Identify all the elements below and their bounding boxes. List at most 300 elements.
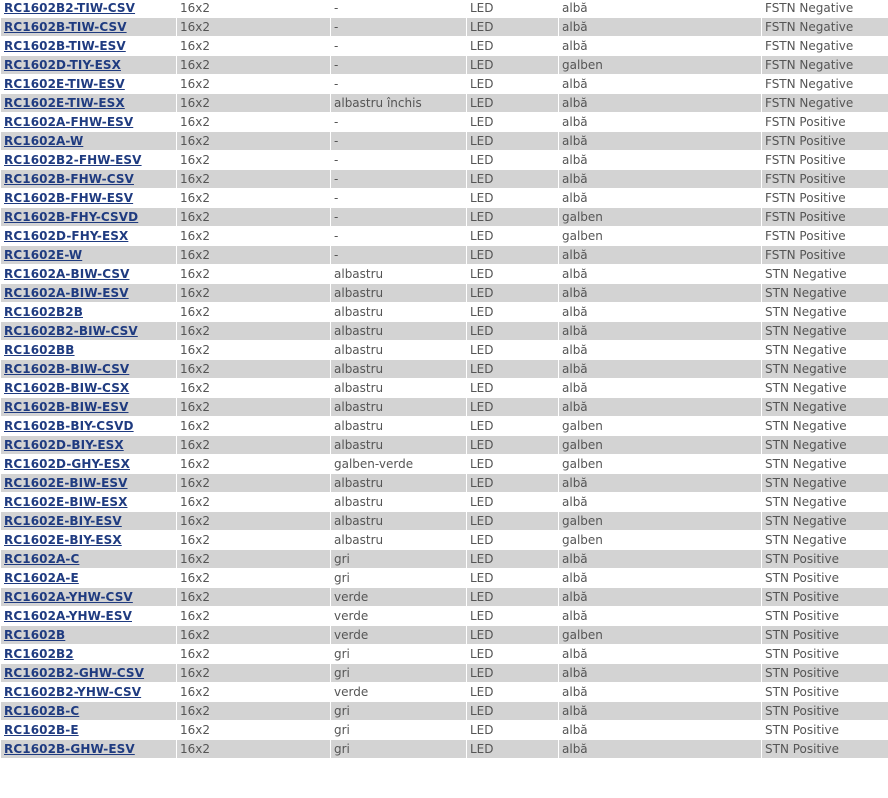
table-row	[1, 683, 888, 702]
table-row	[1, 284, 888, 303]
table-row	[1, 436, 888, 455]
background-cell: gri	[331, 721, 467, 740]
backlight-color-cell: albă	[559, 170, 762, 189]
model-cell	[1, 721, 177, 740]
product-link[interactable]: RC1602B2-FHW-ESV	[4, 153, 142, 167]
backlight-cell: LED	[467, 626, 559, 645]
product-link[interactable]: RC1602E-BIY-ESV	[4, 514, 122, 528]
background-cell: -	[331, 189, 467, 208]
background-cell: albastru	[331, 512, 467, 531]
format-cell: 16x2	[177, 740, 331, 759]
product-link[interactable]: RC1602B-BIW-CSX	[4, 381, 130, 395]
backlight-color-cell: albă	[559, 37, 762, 56]
lcd-type-cell: FSTN Positive	[762, 132, 888, 151]
model-cell	[1, 227, 177, 246]
lcd-type-cell: FSTN Positive	[762, 189, 888, 208]
background-cell: albastru închis	[331, 94, 467, 113]
table-row	[1, 37, 888, 56]
model-cell	[1, 569, 177, 588]
lcd-type-cell: FSTN Positive	[762, 151, 888, 170]
background-cell: -	[331, 113, 467, 132]
model-cell	[1, 474, 177, 493]
table-row	[1, 531, 888, 550]
backlight-color-cell: albă	[559, 721, 762, 740]
product-link[interactable]: RC1602E-BIW-ESV	[4, 476, 128, 490]
backlight-cell: LED	[467, 75, 559, 94]
product-link[interactable]: RC1602BB	[4, 343, 75, 357]
format-cell: 16x2	[177, 113, 331, 132]
lcd-type-cell: STN Negative	[762, 322, 888, 341]
backlight-cell: LED	[467, 721, 559, 740]
product-link[interactable]: RC1602B-TIW-CSV	[4, 20, 127, 34]
backlight-cell: LED	[467, 94, 559, 113]
format-cell: 16x2	[177, 0, 331, 18]
backlight-cell: LED	[467, 531, 559, 550]
backlight-color-cell: albă	[559, 151, 762, 170]
background-cell: verde	[331, 607, 467, 626]
background-cell: gri	[331, 569, 467, 588]
background-cell: albastru	[331, 379, 467, 398]
table-row	[1, 721, 888, 740]
table-row	[1, 664, 888, 683]
backlight-color-cell: albă	[559, 132, 762, 151]
lcd-type-cell: STN Negative	[762, 265, 888, 284]
lcd-type-cell: STN Positive	[762, 721, 888, 740]
product-link[interactable]: RC1602B2-TIW-CSV	[4, 1, 136, 15]
backlight-cell: LED	[467, 246, 559, 265]
product-link[interactable]: RC1602B2	[4, 647, 74, 661]
background-cell: albastru	[331, 322, 467, 341]
product-link[interactable]: RC1602B2-BIW-CSV	[4, 324, 138, 338]
format-cell: 16x2	[177, 303, 331, 322]
format-cell: 16x2	[177, 398, 331, 417]
backlight-cell: LED	[467, 132, 559, 151]
lcd-type-cell: STN Positive	[762, 664, 888, 683]
lcd-type-cell: FSTN Negative	[762, 75, 888, 94]
format-cell: 16x2	[177, 341, 331, 360]
table-row	[1, 94, 888, 113]
backlight-color-cell: albă	[559, 379, 762, 398]
product-link[interactable]: RC1602A-BIW-CSV	[4, 267, 130, 281]
backlight-color-cell: albă	[559, 664, 762, 683]
product-link[interactable]: RC1602A-W	[4, 134, 84, 148]
model-cell	[1, 189, 177, 208]
product-link[interactable]: RC1602B	[4, 628, 66, 642]
format-cell: 16x2	[177, 379, 331, 398]
backlight-cell: LED	[467, 664, 559, 683]
model-cell	[1, 588, 177, 607]
product-link[interactable]: RC1602E-BIY-ESX	[4, 533, 122, 547]
backlight-color-cell: galben	[559, 436, 762, 455]
table-row	[1, 740, 888, 759]
format-cell: 16x2	[177, 550, 331, 569]
model-cell	[1, 284, 177, 303]
model-cell	[1, 113, 177, 132]
product-link[interactable]: RC1602B2B	[4, 305, 83, 319]
lcd-type-cell: FSTN Negative	[762, 18, 888, 37]
lcd-type-cell: STN Positive	[762, 626, 888, 645]
format-cell: 16x2	[177, 189, 331, 208]
lcd-type-cell: STN Positive	[762, 588, 888, 607]
lcd-type-cell: FSTN Positive	[762, 246, 888, 265]
product-link[interactable]: RC1602B-TIW-ESV	[4, 39, 126, 53]
product-link[interactable]: RC1602B2-GHW-CSV	[4, 666, 145, 680]
model-cell	[1, 645, 177, 664]
table-row	[1, 132, 888, 151]
lcd-type-cell: STN Negative	[762, 379, 888, 398]
product-link[interactable]: RC1602B-C	[4, 704, 80, 718]
model-cell	[1, 303, 177, 322]
background-cell: -	[331, 37, 467, 56]
background-cell: -	[331, 0, 467, 18]
background-cell: -	[331, 208, 467, 227]
format-cell: 16x2	[177, 721, 331, 740]
backlight-color-cell: albă	[559, 284, 762, 303]
product-link[interactable]: RC1602A-YHW-CSV	[4, 590, 133, 604]
backlight-cell: LED	[467, 170, 559, 189]
model-cell	[1, 702, 177, 721]
backlight-color-cell: albă	[559, 702, 762, 721]
background-cell: -	[331, 132, 467, 151]
lcd-type-cell: FSTN Positive	[762, 227, 888, 246]
backlight-cell: LED	[467, 284, 559, 303]
table-row	[1, 246, 888, 265]
product-link[interactable]: RC1602A-BIW-ESV	[4, 286, 129, 300]
backlight-color-cell: albă	[559, 246, 762, 265]
backlight-cell: LED	[467, 436, 559, 455]
lcd-type-cell: STN Positive	[762, 740, 888, 759]
lcd-type-cell: STN Positive	[762, 569, 888, 588]
lcd-type-cell: FSTN Positive	[762, 113, 888, 132]
lcd-type-cell: STN Negative	[762, 512, 888, 531]
format-cell: 16x2	[177, 132, 331, 151]
table-row	[1, 75, 888, 94]
backlight-color-cell: albă	[559, 322, 762, 341]
model-cell	[1, 360, 177, 379]
product-link[interactable]: RC1602B-FHW-CSV	[4, 172, 134, 186]
backlight-cell: LED	[467, 493, 559, 512]
backlight-cell: LED	[467, 683, 559, 702]
table-row	[1, 455, 888, 474]
backlight-cell: LED	[467, 550, 559, 569]
lcd-type-cell: STN Negative	[762, 398, 888, 417]
format-cell: 16x2	[177, 588, 331, 607]
table-row	[1, 170, 888, 189]
table-row	[1, 550, 888, 569]
background-cell: albastru	[331, 436, 467, 455]
format-cell: 16x2	[177, 683, 331, 702]
lcd-type-cell: STN Negative	[762, 436, 888, 455]
product-link[interactable]: RC1602A-YHW-ESV	[4, 609, 132, 623]
background-cell: verde	[331, 683, 467, 702]
product-link[interactable]: RC1602E-W	[4, 248, 83, 262]
lcd-type-cell: STN Negative	[762, 341, 888, 360]
backlight-cell: LED	[467, 474, 559, 493]
table-row	[1, 265, 888, 284]
product-link[interactable]: RC1602D-GHY-ESX	[4, 457, 130, 471]
backlight-cell: LED	[467, 607, 559, 626]
table-row	[1, 417, 888, 436]
background-cell: verde	[331, 588, 467, 607]
background-cell: gri	[331, 550, 467, 569]
table-row	[1, 569, 888, 588]
backlight-color-cell: albă	[559, 398, 762, 417]
backlight-cell: LED	[467, 113, 559, 132]
lcd-type-cell: STN Negative	[762, 474, 888, 493]
product-link[interactable]: RC1602B-FHY-CSVD	[4, 210, 139, 224]
background-cell: -	[331, 227, 467, 246]
model-cell	[1, 398, 177, 417]
background-cell: -	[331, 56, 467, 75]
lcd-type-cell: STN Positive	[762, 607, 888, 626]
model-cell	[1, 379, 177, 398]
backlight-color-cell: galben	[559, 208, 762, 227]
lcd-type-cell: STN Positive	[762, 683, 888, 702]
background-cell: albastru	[331, 341, 467, 360]
model-cell	[1, 341, 177, 360]
backlight-color-cell: albă	[559, 569, 762, 588]
backlight-cell: LED	[467, 303, 559, 322]
model-cell	[1, 740, 177, 759]
format-cell: 16x2	[177, 417, 331, 436]
lcd-type-cell: FSTN Negative	[762, 37, 888, 56]
product-link[interactable]: RC1602B-BIW-ESV	[4, 400, 129, 414]
backlight-color-cell: galben	[559, 227, 762, 246]
lcd-type-cell: STN Positive	[762, 550, 888, 569]
format-cell: 16x2	[177, 626, 331, 645]
backlight-color-cell: albă	[559, 474, 762, 493]
backlight-color-cell: albă	[559, 360, 762, 379]
table-row	[1, 227, 888, 246]
format-cell: 16x2	[177, 37, 331, 56]
lcd-type-cell: STN Negative	[762, 303, 888, 322]
format-cell: 16x2	[177, 607, 331, 626]
backlight-color-cell: albă	[559, 683, 762, 702]
backlight-color-cell: albă	[559, 341, 762, 360]
table-row	[1, 0, 888, 18]
backlight-color-cell: albă	[559, 645, 762, 664]
format-cell: 16x2	[177, 94, 331, 113]
model-cell	[1, 246, 177, 265]
background-cell: -	[331, 151, 467, 170]
format-cell: 16x2	[177, 227, 331, 246]
format-cell: 16x2	[177, 702, 331, 721]
table-row	[1, 607, 888, 626]
product-link[interactable]: RC1602B-GHW-ESV	[4, 742, 135, 756]
table-row	[1, 588, 888, 607]
table-row	[1, 341, 888, 360]
product-link[interactable]: RC1602B-BIW-CSV	[4, 362, 130, 376]
backlight-color-cell: albă	[559, 607, 762, 626]
backlight-cell: LED	[467, 341, 559, 360]
background-cell: albastru	[331, 417, 467, 436]
model-cell	[1, 531, 177, 550]
backlight-cell: LED	[467, 569, 559, 588]
background-cell: albastru	[331, 265, 467, 284]
background-cell: albastru	[331, 493, 467, 512]
backlight-cell: LED	[467, 588, 559, 607]
format-cell: 16x2	[177, 455, 331, 474]
format-cell: 16x2	[177, 531, 331, 550]
lcd-type-cell: STN Negative	[762, 455, 888, 474]
model-cell	[1, 208, 177, 227]
backlight-cell: LED	[467, 740, 559, 759]
table-row	[1, 626, 888, 645]
background-cell: gri	[331, 702, 467, 721]
backlight-cell: LED	[467, 512, 559, 531]
backlight-color-cell: galben	[559, 455, 762, 474]
model-cell	[1, 18, 177, 37]
backlight-color-cell: albă	[559, 550, 762, 569]
background-cell: albastru	[331, 531, 467, 550]
backlight-cell: LED	[467, 37, 559, 56]
table-row	[1, 322, 888, 341]
lcd-type-cell: FSTN Negative	[762, 94, 888, 113]
backlight-cell: LED	[467, 56, 559, 75]
backlight-cell: LED	[467, 18, 559, 37]
format-cell: 16x2	[177, 56, 331, 75]
backlight-color-cell: albă	[559, 740, 762, 759]
table-row	[1, 113, 888, 132]
background-cell: verde	[331, 626, 467, 645]
backlight-color-cell: albă	[559, 588, 762, 607]
background-cell: -	[331, 18, 467, 37]
product-link[interactable]: RC1602A-E	[4, 571, 79, 585]
table-row	[1, 208, 888, 227]
background-cell: gri	[331, 664, 467, 683]
backlight-cell: LED	[467, 417, 559, 436]
backlight-color-cell: galben	[559, 417, 762, 436]
lcd-type-cell: STN Negative	[762, 360, 888, 379]
model-cell	[1, 512, 177, 531]
format-cell: 16x2	[177, 75, 331, 94]
lcd-type-cell: STN Positive	[762, 702, 888, 721]
lcd-type-cell: FSTN Negative	[762, 56, 888, 75]
format-cell: 16x2	[177, 151, 331, 170]
backlight-cell: LED	[467, 398, 559, 417]
product-link[interactable]: RC1602D-FHY-ESX	[4, 229, 129, 243]
format-cell: 16x2	[177, 474, 331, 493]
backlight-color-cell: galben	[559, 512, 762, 531]
format-cell: 16x2	[177, 493, 331, 512]
background-cell: gri	[331, 740, 467, 759]
backlight-cell: LED	[467, 645, 559, 664]
backlight-color-cell: albă	[559, 189, 762, 208]
backlight-cell: LED	[467, 151, 559, 170]
backlight-color-cell: albă	[559, 18, 762, 37]
backlight-cell: LED	[467, 322, 559, 341]
background-cell: albastru	[331, 360, 467, 379]
backlight-cell: LED	[467, 265, 559, 284]
format-cell: 16x2	[177, 569, 331, 588]
table-row	[1, 18, 888, 37]
product-link[interactable]: RC1602E-TIW-ESV	[4, 77, 125, 91]
format-cell: 16x2	[177, 170, 331, 189]
table-row	[1, 151, 888, 170]
format-cell: 16x2	[177, 18, 331, 37]
table-row	[1, 493, 888, 512]
backlight-color-cell: galben	[559, 626, 762, 645]
model-cell	[1, 265, 177, 284]
background-cell: -	[331, 170, 467, 189]
model-cell	[1, 132, 177, 151]
format-cell: 16x2	[177, 322, 331, 341]
lcd-type-cell: STN Negative	[762, 417, 888, 436]
format-cell: 16x2	[177, 246, 331, 265]
model-cell	[1, 0, 177, 18]
product-link[interactable]: RC1602D-TIY-ESX	[4, 58, 121, 72]
lcd-type-cell: FSTN Positive	[762, 170, 888, 189]
background-cell: albastru	[331, 398, 467, 417]
table-row	[1, 379, 888, 398]
lcd-type-cell: STN Positive	[762, 645, 888, 664]
lcd-type-cell: FSTN Negative	[762, 0, 888, 18]
product-link[interactable]: RC1602B-FHW-ESV	[4, 191, 134, 205]
background-cell: albastru	[331, 474, 467, 493]
backlight-color-cell: albă	[559, 75, 762, 94]
table-row	[1, 56, 888, 75]
model-cell	[1, 37, 177, 56]
backlight-cell: LED	[467, 379, 559, 398]
product-link[interactable]: RC1602B-E	[4, 723, 79, 737]
product-link[interactable]: RC1602E-BIW-ESX	[4, 495, 128, 509]
product-link[interactable]: RC1602A-FHW-ESV	[4, 115, 134, 129]
model-cell	[1, 626, 177, 645]
background-cell: albastru	[331, 284, 467, 303]
product-link[interactable]: RC1602B-BIY-CSVD	[4, 419, 134, 433]
backlight-color-cell: albă	[559, 113, 762, 132]
product-link[interactable]: RC1602E-TIW-ESX	[4, 96, 125, 110]
format-cell: 16x2	[177, 208, 331, 227]
backlight-cell: LED	[467, 360, 559, 379]
model-cell	[1, 417, 177, 436]
backlight-color-cell: albă	[559, 303, 762, 322]
model-cell	[1, 94, 177, 113]
model-cell	[1, 56, 177, 75]
format-cell: 16x2	[177, 512, 331, 531]
table-row	[1, 360, 888, 379]
background-cell: -	[331, 246, 467, 265]
product-link[interactable]: RC1602B2-YHW-CSV	[4, 685, 142, 699]
backlight-cell: LED	[467, 702, 559, 721]
table-row	[1, 474, 888, 493]
backlight-cell: LED	[467, 0, 559, 18]
table-row	[1, 512, 888, 531]
backlight-color-cell: albă	[559, 265, 762, 284]
model-cell	[1, 607, 177, 626]
background-cell: albastru	[331, 303, 467, 322]
table-row	[1, 398, 888, 417]
background-cell: -	[331, 75, 467, 94]
product-link[interactable]: RC1602D-BIY-ESX	[4, 438, 124, 452]
format-cell: 16x2	[177, 360, 331, 379]
backlight-cell: LED	[467, 227, 559, 246]
backlight-cell: LED	[467, 189, 559, 208]
backlight-color-cell: albă	[559, 493, 762, 512]
format-cell: 16x2	[177, 265, 331, 284]
model-cell	[1, 436, 177, 455]
product-table-body	[1, 0, 888, 759]
model-cell	[1, 683, 177, 702]
product-link[interactable]: RC1602A-C	[4, 552, 80, 566]
format-cell: 16x2	[177, 436, 331, 455]
background-cell: galben-verde	[331, 455, 467, 474]
backlight-cell: LED	[467, 455, 559, 474]
lcd-type-cell: FSTN Positive	[762, 208, 888, 227]
backlight-color-cell: galben	[559, 56, 762, 75]
model-cell	[1, 664, 177, 683]
model-cell	[1, 322, 177, 341]
